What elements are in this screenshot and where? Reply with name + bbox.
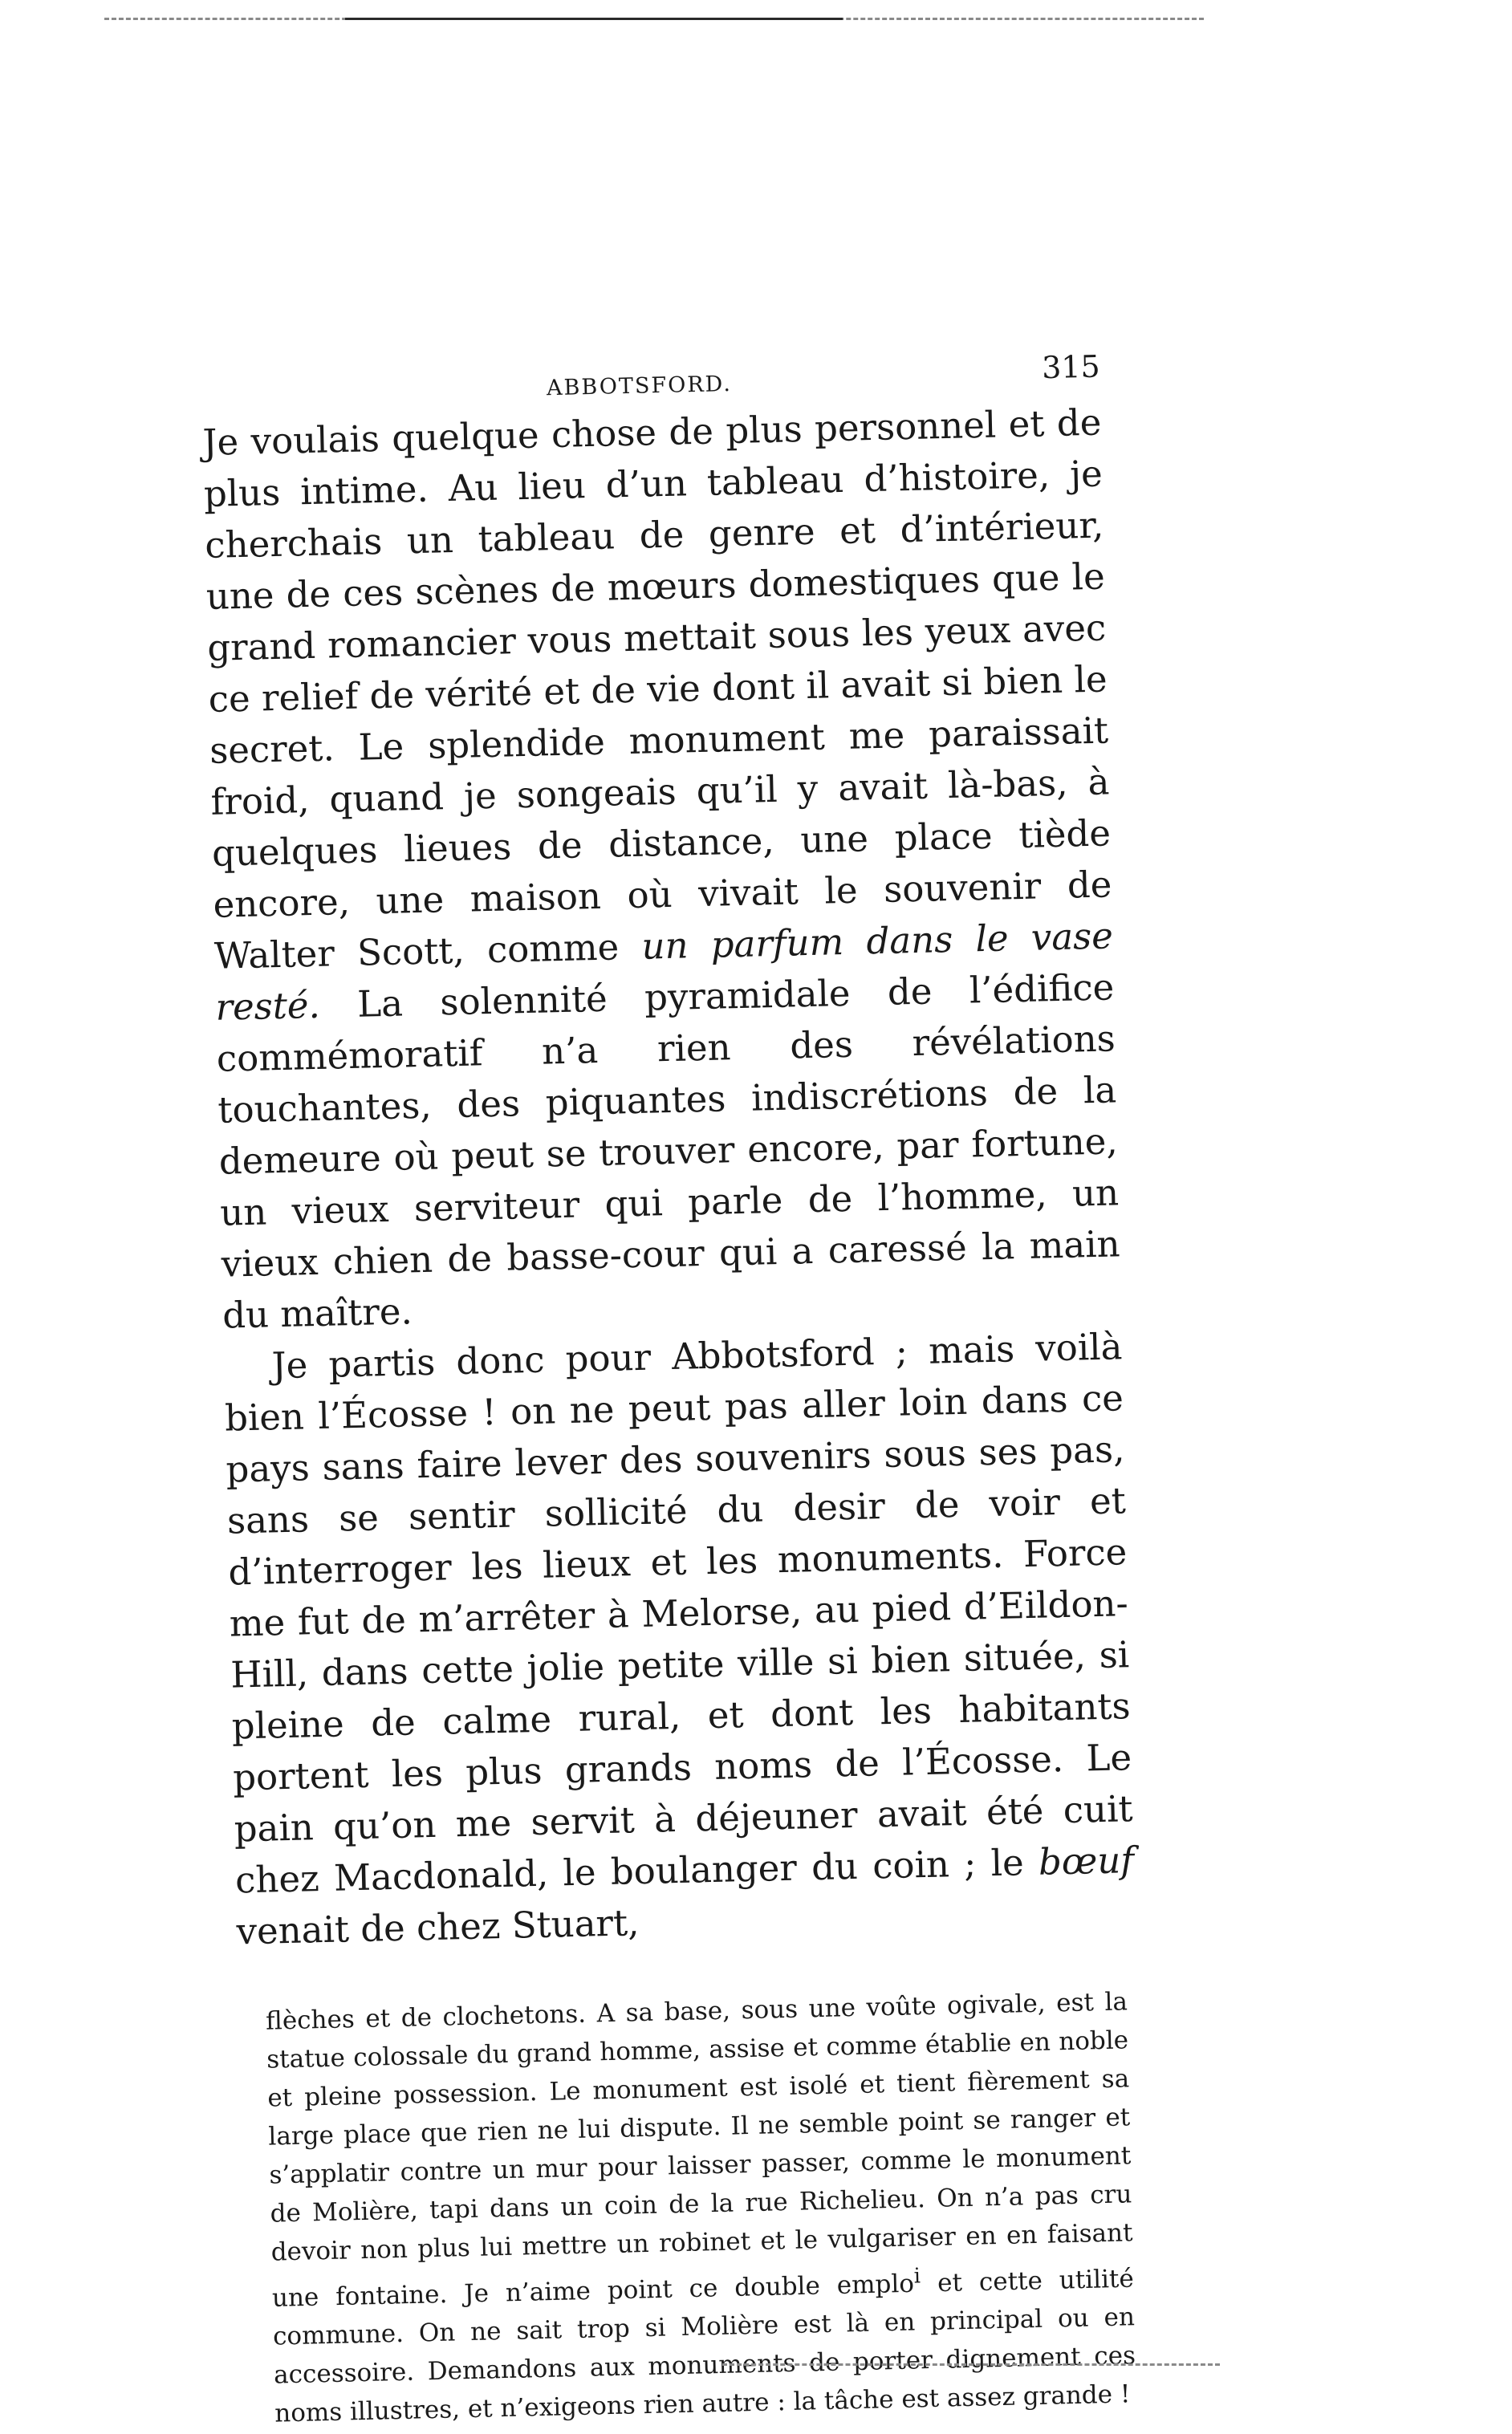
scan-top-solid-line	[345, 18, 843, 20]
footnote-text-a: flèches et de clochetons. A sa base, sous une voûte ogivale, est la statue colossale du grand homme, assise et comme établie en noble et pleine possession. Le monument est isolé et tient fièrement sa large place que rien ne lui dispute. Il ne semble point se ranger et s’applatir contre un mur pour laisser passer, comme le monument de Molière, tapi dans un coin de la rue Richelieu. On n’a pas cru devoir non plus lui mettre un robinet et le vulgariser en en faisant une fontaine. Je n’aime point ce double emplo	[265, 1987, 1133, 2313]
scan-bottom-dashed-line	[722, 2363, 1220, 2366]
page-number: 315	[1041, 348, 1101, 386]
running-head: ABBOTSFORD.	[546, 371, 733, 401]
paragraph-1	[202, 397, 1122, 1342]
paragraph-1-italic-quote: un parfum dans le vase resté.	[214, 914, 1114, 1029]
paragraph-2-text-a: Je partis donc pour Abbotsford ; mais voilà bien l’Écosse ! on ne peut pas aller loin dans ce pays sans faire lever des souvenirs sous ses pas, sans se sentir sollicité du desir de voir et d’interroger les lieux et les monuments. Force me fut de m’arrêter à Melorse, au pied d’Eildon-Hill, dans cette jolie petite ville si bien située, si pleine de calme rural, et dont les habitants portent les plus grands noms de l’Écosse. Le pain qu’on me servit à déjeuner avait été cuit chez Macdonald, le boulanger du coin ; le	[224, 1325, 1134, 1902]
paragraph-1-text-b: La solennité pyramidale de l’édifice commémoratif n’a rien des révélations touchantes, des piquantes indiscrétions de la demeure où peut se trouver encore, par fortune, un vieux serviteur qui parle de l’homme, un vieux chien de basse-cour qui a caressé la main du maître.	[216, 965, 1121, 1337]
paragraph-2	[223, 1321, 1136, 1957]
paragraph-1-text-a: Je voulais quelque chose de plus personnel et de plus intime. Au lieu d’un tableau d’histoire, je cherchais un tableau de genre et d’intérieur, une de ces scènes de mœurs domestiques que le grand romancier vous mettait sous les yeux avec ce relief de vérité et de vie dont il avait si bien le secret. Le splendide monument me paraissait froid, quand je songeais qu’il y avait là-bas, à quelques lieues de distance, une place tiède encore, une maison où vivait le souvenir de Walter Scott, comme	[201, 400, 1112, 977]
footnote-text-b: et cette utilité commune. On ne sait trop si Molière est là en principal ou en accessoire. Demandons aux monuments de porter dignement ces noms illustres, et n’exigeons rien autre : la tâche est assez grande !	[272, 2264, 1136, 2428]
footnote-superscript: i	[913, 2264, 921, 2289]
paragraph-2-italic-word: bœuf	[1038, 1839, 1135, 1883]
book-page	[201, 333, 1147, 2434]
footnote	[238, 1982, 1147, 2434]
main-text	[202, 397, 1136, 1958]
paragraph-2-text-b: venait de chez Stuart,	[236, 1901, 640, 1953]
